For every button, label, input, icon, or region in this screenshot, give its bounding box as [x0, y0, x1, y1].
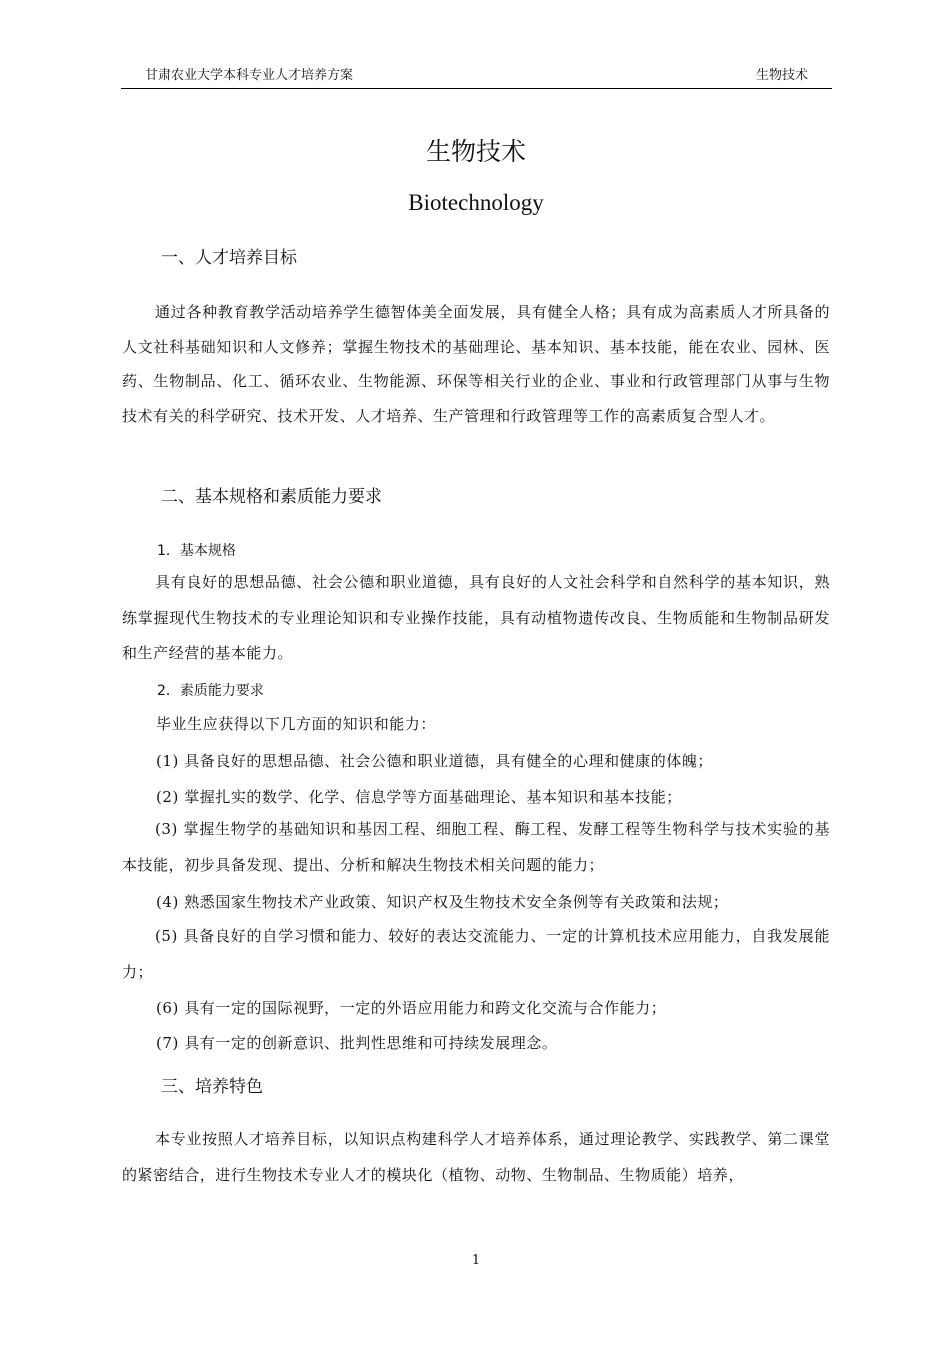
subheading-basic-specs: 1．基本规格: [157, 543, 236, 559]
document-title: 生物技术: [425, 137, 526, 166]
requirement-item-1: (1) 具备良好的思想品德、社会公德和职业道德，具有健全的心理和健康的体魄；: [156, 752, 713, 770]
header-left-text: 甘肃农业大学本科专业人才培养方案: [145, 68, 354, 83]
requirement-item-6: (6) 具有一定的国际视野，一定的外语应用能力和跨文化交流与合作能力；: [156, 999, 667, 1017]
subheading-quality-requirements: 2．素质能力要求: [157, 683, 264, 699]
document-subtitle: Biotechnology: [408, 190, 544, 215]
training-goal-paragraph: 通过各种教育教学活动培养学生德智体美全面发展，具有健全人格；具有成为高素质人才所具备的人文社科基础知识和人文修养；掌握生物技术的基础理论、基本知识、基本技能，能在农业、园林、医药、生物制品、化工、循环农业、生物能源、环保等相关行业的企业、事业和行政管理部门从事与生物技术有关的科学研究、技术开发、人才培养、生产管理和行政管理等工作的高素质复合型人才。: [122, 303, 830, 425]
features-paragraph: 本专业按照人才培养目标，以知识点构建科学人才培养体系，通过理论教学、实践教学、第二课堂的紧密结合，进行生物技术专业人才的模块化（植物、动物、生物制品、生物质能）培养，: [122, 1130, 830, 1184]
requirement-item-4: (4) 熟悉国家生物技术产业政策、知识产权及生物技术安全条例等有关政策和法规；: [156, 893, 729, 911]
section-heading-requirements: 二、基本规格和素质能力要求: [161, 487, 382, 507]
page-number: 1: [471, 1253, 481, 1268]
requirement-item-3: (3) 掌握生物学的基础知识和基因工程、细胞工程、酶工程、发酵工程等生物科学与技术实验的基本技能，初步具备发现、提出、分析和解决生物技术相关问题的能力；: [122, 820, 830, 874]
quality-intro-text: 毕业生应获得以下几方面的知识和能力：: [156, 715, 436, 733]
header-right-text: 生物技术: [755, 68, 808, 83]
basic-specs-paragraph: 具有良好的思想品德、社会公德和职业道德，具有良好的人文社会科学和自然科学的基本知识，熟练掌握现代生物技术的专业理论知识和专业操作技能，具有动植物遗传改良、生物质能和生物制品研发和生产经营的基本能力。: [122, 573, 830, 662]
page-header: [121, 66, 832, 89]
requirement-item-5: (5) 具备良好的自学习惯和能力、较好的表达交流能力、一定的计算机技术应用能力，自我发展能力；: [122, 927, 830, 981]
section-heading-training-goal: 一、人才培养目标: [161, 248, 297, 268]
section-heading-features: 三、培养特色: [161, 1077, 263, 1097]
requirement-item-2: (2) 掌握扎实的数学、化学、信息学等方面基础理论、基本知识和基本技能；: [156, 788, 682, 806]
requirement-item-7: (7) 具有一定的创新意识、批判性思维和可持续发展理念。: [156, 1034, 558, 1052]
